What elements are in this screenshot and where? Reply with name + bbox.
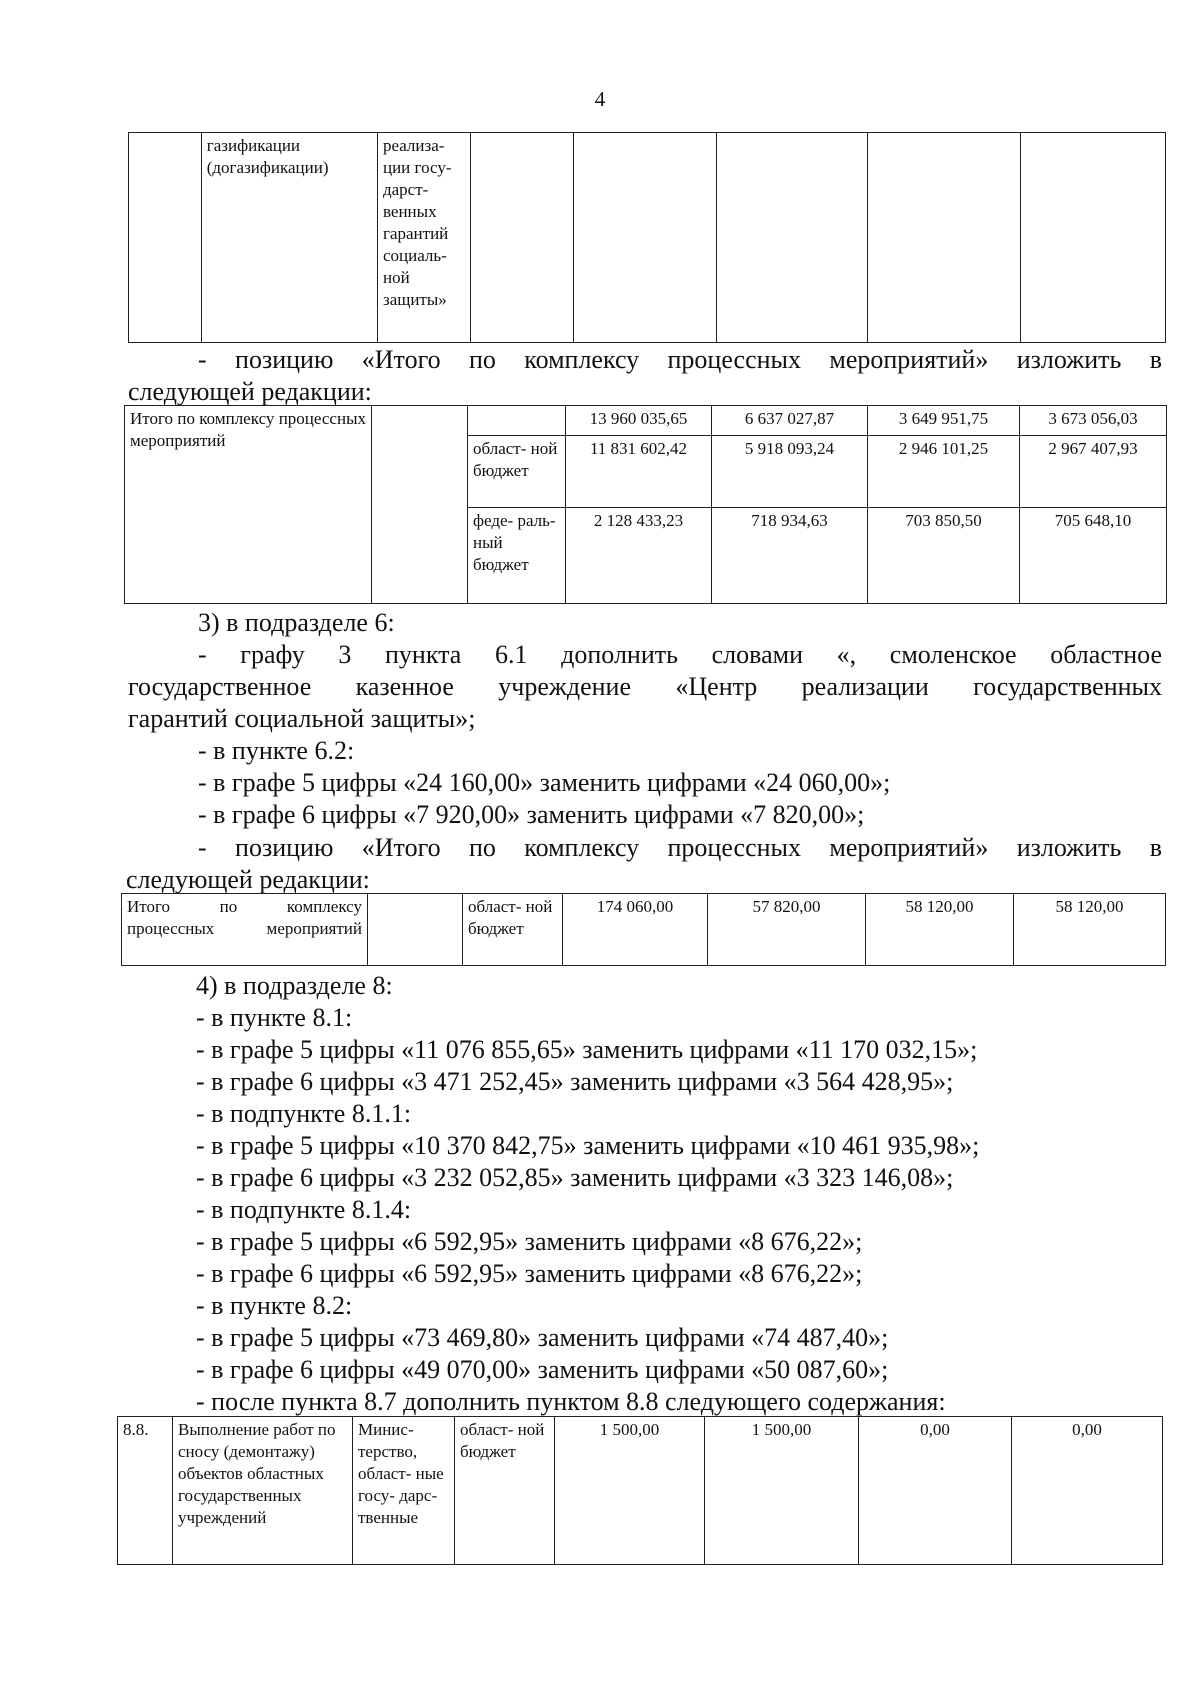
paragraph-line: - в пункте 8.1:: [196, 1003, 353, 1032]
paragraph-line: следующей редакции:: [126, 865, 370, 894]
paragraph-line: - в подпункте 8.1.4:: [196, 1195, 412, 1224]
table-cell-empty: [471, 133, 573, 343]
table-cell-name: Выполнение работ по сносу (демонтажу) объектов областных государственных учреждений: [173, 1417, 353, 1565]
table-cell-source: феде- раль- ный бюджет: [468, 508, 566, 604]
table-cell-label: Итого по комплексу процессных мероприятий: [125, 406, 372, 604]
paragraph-line: - в пункте 6.2:: [198, 736, 355, 765]
table-cell-value: 58 120,00: [1014, 894, 1166, 966]
paragraph-line: - в пункте 8.2:: [196, 1291, 353, 1320]
table-cell-empty: [717, 133, 868, 343]
table-cell-empty: [867, 133, 1021, 343]
table-cell-value: 2 128 433,23: [566, 508, 712, 604]
table-cell-value: 2 946 101,25: [868, 436, 1020, 508]
table-cell-value: 174 060,00: [563, 894, 708, 966]
table-cell-value: 0,00: [1012, 1417, 1163, 1565]
page-number: 4: [594, 87, 606, 111]
table-cell-value: 11 831 602,42: [566, 436, 712, 508]
table-cell-empty: [368, 894, 463, 966]
paragraph-line: - в графе 6 цифры «6 592,95» заменить цифрами «8 676,22»;: [196, 1259, 863, 1288]
table-cell-number: 8.8.: [118, 1417, 173, 1565]
table-cell-source: област- ной бюджет: [468, 436, 566, 508]
section-heading: 4) в подразделе 8:: [196, 971, 393, 1000]
paragraph-line: гарантий социальной защиты»;: [128, 704, 476, 733]
paragraph-line: - в графе 5 цифры «6 592,95» заменить цифрами «8 676,22»;: [196, 1227, 863, 1256]
table-cell-value: 3 673 056,03: [1020, 406, 1167, 436]
table-cell-empty: [372, 406, 468, 604]
table-item-8-8: [117, 1416, 1163, 1565]
paragraph-line: - в графе 6 цифры «3 232 052,85» заменить цифрами «3 323 146,08»;: [196, 1163, 954, 1192]
table-cell-value: 6 637 027,87: [712, 406, 868, 436]
table-cell-empty: [468, 406, 566, 436]
table-cell-value: 58 120,00: [866, 894, 1014, 966]
table-cell-empty: [1021, 133, 1166, 343]
table-cell-value: 1 500,00: [555, 1417, 705, 1565]
paragraph-line: следующей редакции:: [128, 377, 372, 406]
table-cell-empty: [573, 133, 716, 343]
table-cell-value: 57 820,00: [708, 894, 866, 966]
table-cell-value: 703 850,50: [868, 508, 1020, 604]
paragraph-line: - позицию «Итого по комплексу процессных мероприятий» изложить в: [198, 833, 1162, 862]
paragraph-line: - в графе 5 цифры «73 469,80» заменить цифрами «74 487,40»;: [196, 1323, 889, 1352]
table-itogo-2: [121, 893, 1166, 966]
table-cell-value: 2 967 407,93: [1020, 436, 1167, 508]
table-cell-value: 0,00: [859, 1417, 1012, 1565]
paragraph-line: - в графе 6 цифры «7 920,00» заменить цифрами «7 820,00»;: [198, 800, 865, 829]
table-cell-executor: Минис- терство, област- ные госу- дарс- твенные: [353, 1417, 455, 1565]
table-cell-value: 705 648,10: [1020, 508, 1167, 604]
table-cell-source: област- ной бюджет: [463, 894, 563, 966]
table-cell-source: област- ной бюджет: [455, 1417, 555, 1565]
paragraph-line: - в графе 5 цифры «24 160,00» заменить цифрами «24 060,00»;: [198, 768, 891, 797]
paragraph-line: - в графе 6 цифры «3 471 252,45» заменить цифрами «3 564 428,95»;: [196, 1067, 954, 1096]
paragraph-line: - в графе 5 цифры «11 076 855,65» заменить цифрами «11 170 032,15»;: [196, 1035, 978, 1064]
paragraph-line: - позицию «Итого по комплексу процессных мероприятий» изложить в: [198, 345, 1162, 374]
table-cell-empty: [129, 133, 202, 343]
table-cell-value: 3 649 951,75: [868, 406, 1020, 436]
paragraph-line: - в подпункте 8.1.1:: [196, 1099, 412, 1128]
table-top-continuation: [128, 132, 1166, 343]
table-cell-value: 1 500,00: [705, 1417, 859, 1565]
paragraph-line: - после пункта 8.7 дополнить пунктом 8.8 следующего содержания:: [196, 1387, 946, 1416]
paragraph-line: государственное казенное учреждение «Центр реализации государственных: [128, 672, 1162, 701]
table-cell-label: Итого по комплексу процессных мероприятий: [122, 894, 368, 966]
paragraph-line: - графу 3 пункта 6.1 дополнить словами «, смоленское областное: [198, 640, 1162, 669]
table-cell-value: 718 934,63: [712, 508, 868, 604]
table-cell-value: 5 918 093,24: [712, 436, 868, 508]
table-itogo-1: [124, 405, 1167, 604]
table-cell-value: 13 960 035,65: [566, 406, 712, 436]
table-cell-object: газификации (догазификации): [201, 133, 377, 343]
paragraph-line: - в графе 6 цифры «49 070,00» заменить цифрами «50 087,60»;: [196, 1355, 889, 1384]
table-cell-executor: реализа- ции госу- дарст- венных гарантий социаль- ной защиты»: [377, 133, 470, 343]
section-heading: 3) в подразделе 6:: [198, 608, 395, 637]
paragraph-line: - в графе 5 цифры «10 370 842,75» заменить цифрами «10 461 935,98»;: [196, 1131, 980, 1160]
